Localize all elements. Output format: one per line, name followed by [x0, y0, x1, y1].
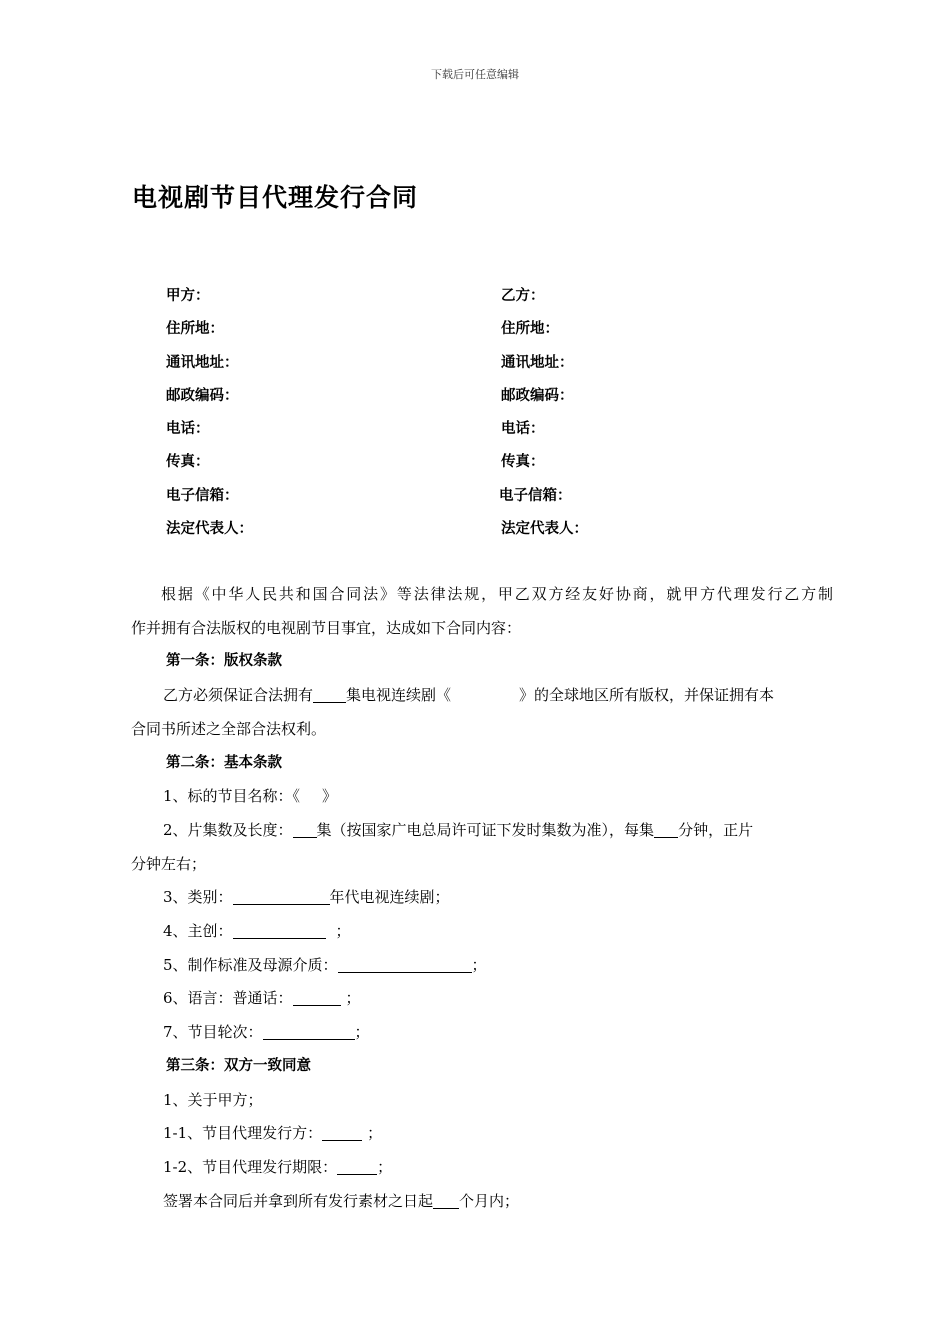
blank-underline	[263, 1023, 355, 1041]
party-info-grid	[166, 284, 866, 550]
party-a-label: 法定代表人：	[166, 521, 253, 538]
article-2-heading: 第二条：基本条款	[166, 754, 282, 771]
party-row	[166, 484, 866, 517]
blank-underline	[233, 888, 330, 906]
party-b-label: 电子信箱：	[499, 487, 572, 504]
article-3-item-1: 1、关于甲方；	[163, 1090, 263, 1109]
party-a-label: 电话：	[166, 421, 210, 438]
party-b-label: 邮政编码：	[501, 387, 574, 404]
article-3-item-1-3: 签署本合同后并拿到所有发行素材之日起 个月内；	[163, 1191, 520, 1210]
article-3-heading: 第三条：双方一致同意	[166, 1057, 311, 1074]
party-row	[166, 351, 866, 384]
article-2-item-4: 4、主创： ；	[163, 922, 351, 941]
blank-underline	[338, 955, 472, 973]
article-2-item-5: 5、制作标准及母源介质： ；	[163, 955, 487, 974]
article-2-item-7: 7、节目轮次： ；	[163, 1023, 370, 1042]
article-1-text-line-2: 合同书所述之全部合法权利。	[131, 719, 327, 738]
party-a-label: 邮政编码：	[166, 387, 239, 404]
party-b-label: 通讯地址：	[501, 354, 574, 371]
intro-line-2: 作并拥有合法版权的电视剧节目事宜，达成如下合同内容：	[131, 618, 522, 637]
article-1-heading: 第一条：版权条款	[166, 653, 282, 670]
article-3-item-1-2: 1-2、节目代理发行期限： ；	[163, 1157, 393, 1176]
party-b-label: 电话：	[501, 421, 545, 438]
party-row	[166, 284, 866, 317]
party-a-label: 传真：	[166, 454, 210, 471]
party-b-label: 乙方：	[501, 288, 545, 304]
party-a-label: 甲方：	[166, 288, 210, 304]
party-b-label: 住所地：	[501, 321, 559, 338]
article-2-item-2: 2、片集数及长度： 集（按国家广电总局许可证下发时集数为准），每集 分钟，正片	[163, 820, 754, 839]
party-row	[166, 517, 866, 550]
party-a-label: 住所地：	[166, 321, 224, 338]
blank-underline	[233, 922, 326, 940]
article-2-item-2-line-2: 分钟左右；	[131, 854, 207, 873]
page-title: 电视剧节目代理发行合同	[132, 183, 419, 212]
party-b-label: 法定代表人：	[501, 521, 588, 538]
party-row	[166, 384, 866, 417]
blank-underline	[313, 686, 346, 704]
page-header: 下载后可任意编辑	[431, 68, 519, 81]
party-b-label: 传真：	[501, 454, 545, 471]
party-a-label: 电子信箱：	[166, 487, 239, 504]
blank-underline	[433, 1191, 459, 1209]
party-row	[166, 317, 866, 350]
article-2-item-3: 3、类别： 年代电视连续剧；	[163, 888, 450, 907]
blank-underline	[322, 1124, 362, 1142]
article-1-text: 乙方必须保证合法拥有 集电视连续剧《 》的全球地区所有版权，并保证拥有本	[163, 686, 775, 705]
blank-underline	[293, 820, 317, 838]
blank-underline	[654, 820, 678, 838]
blank-underline	[337, 1157, 377, 1175]
contract-body	[131, 578, 833, 1218]
article-3-item-1-1: 1-1、节目代理发行方： ；	[163, 1124, 383, 1143]
party-a-label: 通讯地址：	[166, 354, 239, 371]
article-2-item-1: 1、标的节目名称：《 》	[163, 787, 338, 806]
intro-line-1: 根据《中华人民共和国合同法》等法律法规，甲乙双方经友好协商，就甲方代理发行乙方制	[161, 585, 833, 603]
blank-underline	[293, 989, 341, 1007]
party-row	[166, 417, 866, 450]
party-row	[166, 450, 866, 483]
article-2-item-6: 6、语言：普通话： ；	[163, 989, 361, 1008]
